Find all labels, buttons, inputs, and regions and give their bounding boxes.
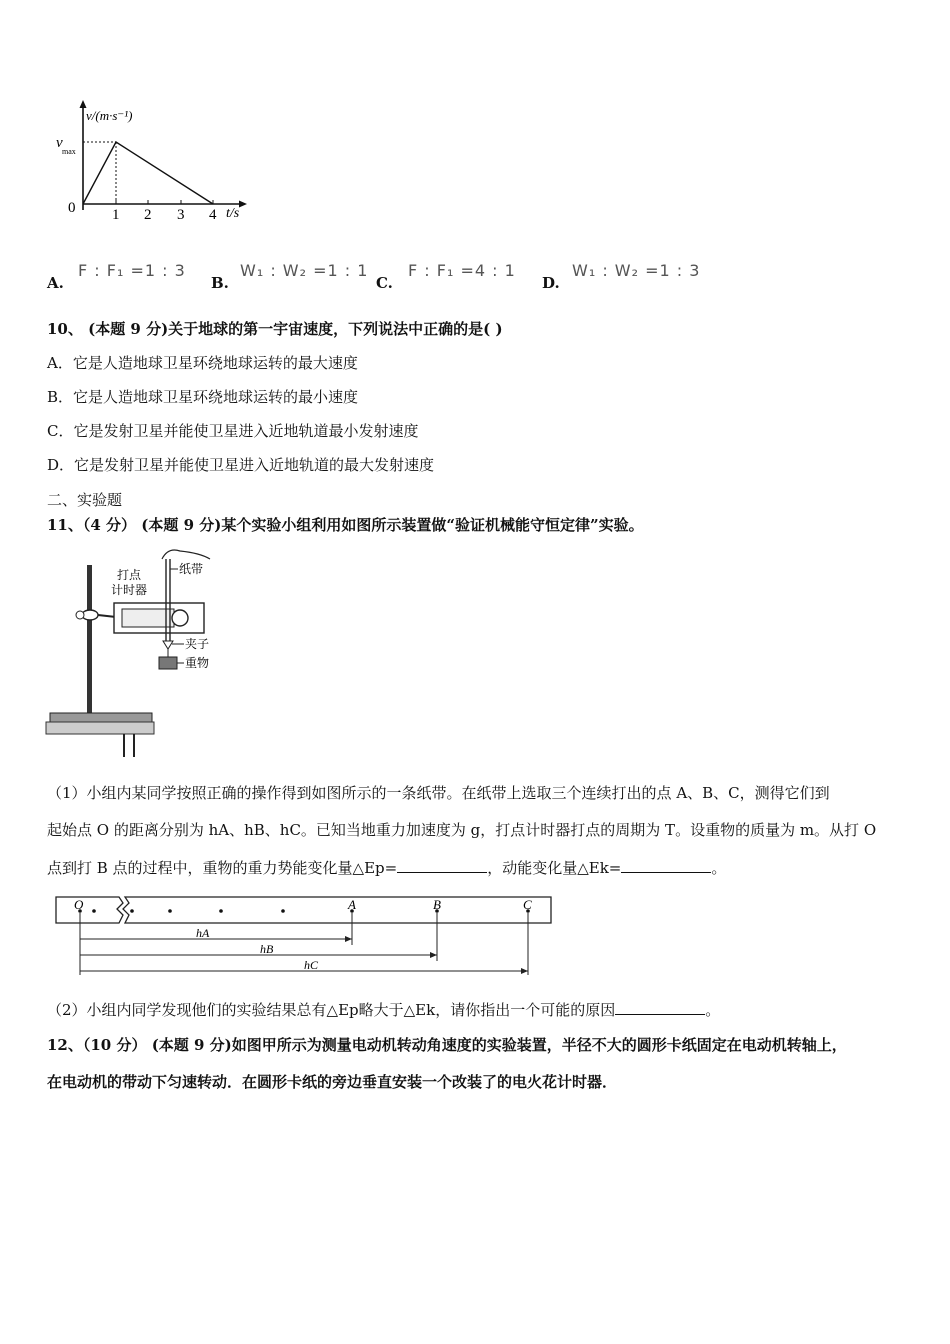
hand <box>162 550 210 559</box>
q11-part1-line2: 起始点 O 的距离分别为 hA、hB、hC。已知当地重力加速度为 g，打点计时器打点的周期为 T。设重物的质量为 m。从打 O <box>47 821 877 839</box>
clip <box>163 641 173 649</box>
q10-option-c[interactable]: C．它是发射卫星并能使卫星进入近地轨道最小发射速度 <box>47 422 419 440</box>
vt-origin: 0 <box>68 200 76 216</box>
table-top <box>46 722 154 734</box>
vt-v-label: v <box>56 135 63 151</box>
timer-coil <box>172 610 188 626</box>
period: 。 <box>711 859 727 877</box>
paper-tape-figure <box>54 893 559 983</box>
option-letter-b[interactable]: B. <box>211 274 229 292</box>
label-timer-2: 计时器 <box>111 583 148 597</box>
q11-part2 <box>47 1000 720 1020</box>
vt-velocity-line <box>83 142 213 204</box>
section-heading: 二、实验题 <box>47 491 123 509</box>
label-tape: 纸带 <box>179 562 204 576</box>
vt-x-tick-label: 4 <box>209 207 217 223</box>
label-weight: 重物 <box>185 656 210 670</box>
tape-label-a: A <box>348 897 356 912</box>
tape-label-b: B <box>433 897 441 912</box>
vt-x-label: t/s <box>226 206 240 221</box>
measure-label-hc: hC <box>304 958 319 972</box>
vt-x-tick-label: 1 <box>112 207 120 223</box>
tape-dot <box>130 909 134 913</box>
apparatus-figure <box>44 545 224 760</box>
part2-text: （2）小组内同学发现他们的实验结果总有△Ep略大于△Ek，请你指出一个可能的原因 <box>47 1001 616 1019</box>
tape-dot <box>168 909 172 913</box>
option-formula-d: W₁ : W₂ =1 : 3 <box>572 261 701 280</box>
measure-arrow <box>345 936 352 942</box>
measure-label-hb: hB <box>260 942 274 956</box>
measure-arrow <box>430 952 437 958</box>
stand-base <box>50 713 152 722</box>
q11-part1-line3 <box>47 858 726 878</box>
option-formula-c: F : F₁ =4 : 1 <box>408 261 516 280</box>
reason-answer-blank[interactable] <box>615 1000 705 1015</box>
tape-dot <box>219 909 223 913</box>
option-letter-a[interactable]: A. <box>47 274 64 292</box>
q12-line1: 12、（10 分） (本题 9 分)如图甲所示为测量电动机转动角速度的实验装置，半径不大的圆形卡纸固定在电动机转轴上， <box>47 1036 847 1054</box>
label-timer-1: 打点 <box>117 568 142 582</box>
q11-part1-line1: （1）小组内某同学按照正确的操作得到如图所示的一条纸带。在纸带上选取三个连续打出的点 A、B、C，测得它们到 <box>47 784 830 802</box>
measure-label-ha: hA <box>196 926 210 940</box>
tape-strip <box>123 897 551 923</box>
part2-period: 。 <box>705 1001 721 1019</box>
option-letter-d[interactable]: D. <box>542 274 560 292</box>
tape-dot <box>92 909 96 913</box>
clamp-screw <box>76 611 84 619</box>
vt-x-tick-label: 2 <box>144 207 152 223</box>
stand-rod <box>87 565 92 715</box>
q10-option-b[interactable]: B．它是人造地球卫星环绕地球运转的最小速度 <box>47 388 359 406</box>
ep-text: 点到打 B 点的过程中，重物的重力势能变化量△Ep= <box>47 859 398 877</box>
tape-dot <box>281 909 285 913</box>
q10-option-a[interactable]: A．它是人造地球卫星环绕地球运转的最大速度 <box>47 354 358 372</box>
q10-stem: 10、 (本题 9 分)关于地球的第一宇宙速度，下列说法中正确的是( ) <box>47 320 503 338</box>
vt-v-sub: max <box>62 147 76 156</box>
vt-y-arrow <box>80 100 87 108</box>
vt-x-tick-label: 3 <box>177 207 185 223</box>
label-clip: 夹子 <box>185 637 210 651</box>
tape-label-c: C <box>523 897 532 912</box>
option-formula-a: F : F₁ =1 : 3 <box>78 261 186 280</box>
option-formula-b: W₁ : W₂ =1 : 1 <box>240 261 369 280</box>
tape-label-o: O <box>74 897 84 912</box>
option-letter-c[interactable]: C. <box>376 274 393 292</box>
measure-arrow <box>521 968 528 974</box>
vt-y-label: v/(m·s⁻¹) <box>86 108 133 123</box>
weight <box>159 657 177 669</box>
q11-stem: 11、（4 分） (本题 9 分)某个实验小组利用如图所示装置做“验证机械能守恒定律”实验。 <box>47 516 644 534</box>
vt-x-arrow <box>239 201 247 208</box>
ep-answer-blank[interactable] <box>397 858 487 873</box>
q10-option-d[interactable]: D．它是发射卫星并能使卫星进入近地轨道的最大发射速度 <box>47 456 435 474</box>
q12-line2: 在电动机的带动下匀速转动．在圆形卡纸的旁边垂直安装一个改装了的电火花计时器． <box>47 1073 618 1091</box>
vt-graph <box>50 98 255 228</box>
ek-text: ，动能变化量△Ek= <box>487 859 622 877</box>
ek-answer-blank[interactable] <box>621 858 711 873</box>
tape-strip <box>56 897 123 923</box>
